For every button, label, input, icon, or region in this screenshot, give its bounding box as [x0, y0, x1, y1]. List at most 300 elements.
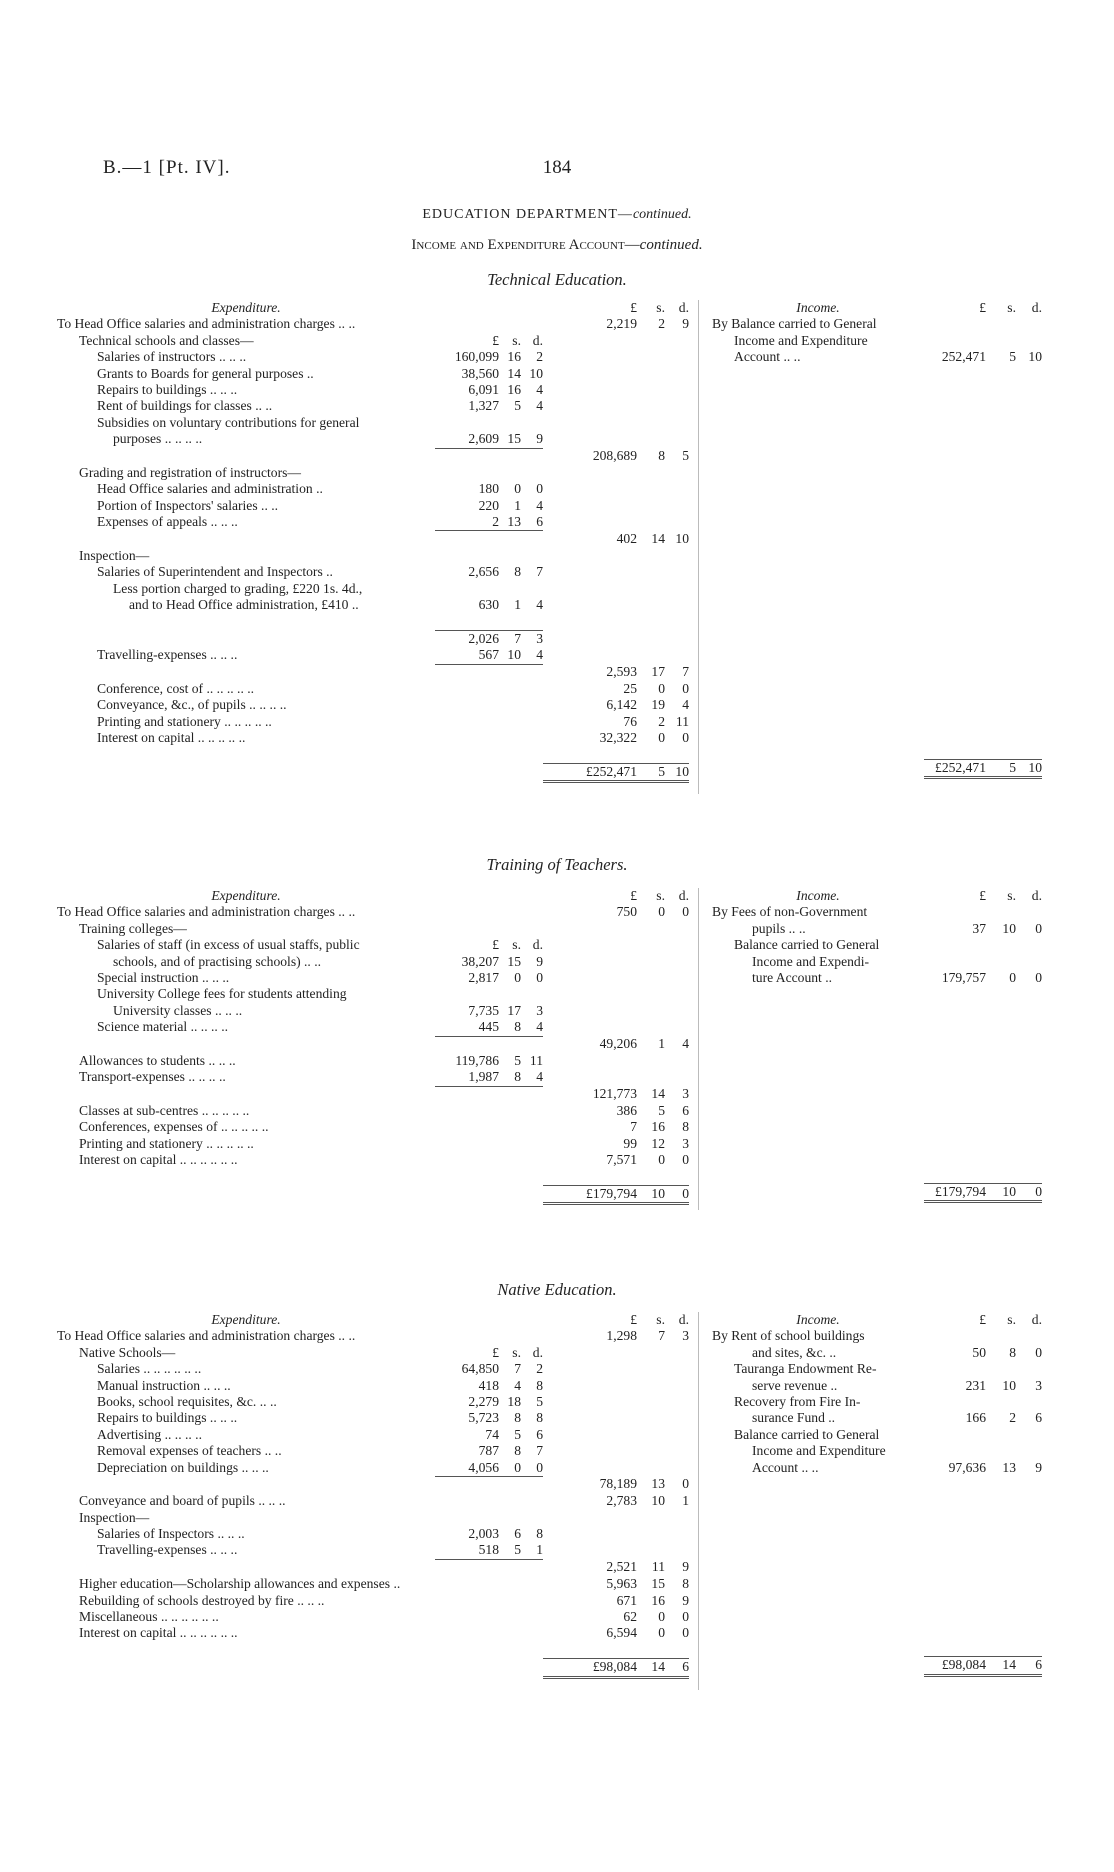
amount-pounds-cell	[543, 514, 637, 531]
amount-pounds: 402	[616, 530, 637, 546]
spacer-cell	[924, 398, 986, 414]
line-label	[57, 448, 435, 465]
spacer-cell	[1016, 398, 1042, 414]
line-item	[57, 1361, 689, 1377]
amount-shillings-cell	[637, 349, 665, 365]
subtotal-pence-cell	[521, 1086, 543, 1103]
income-amount-pounds-cell	[924, 1378, 986, 1394]
spacer-row	[712, 693, 1042, 709]
subtotal-pounds-cell	[435, 514, 499, 531]
subtotal-pounds-cell	[435, 1460, 499, 1477]
subtotal-pence: 4	[536, 381, 543, 397]
amount-shillings-cell	[637, 763, 665, 781]
amount-pounds-cell	[543, 1003, 637, 1019]
spacer-cell	[712, 529, 924, 545]
spacer-cell	[1016, 1134, 1042, 1150]
income-amount-shillings-cell	[986, 904, 1016, 920]
income-total-shillings-cell	[986, 1184, 1016, 1202]
income-amount-pounds: 97,636	[948, 1459, 986, 1475]
leader-dots: .. ..	[801, 1459, 819, 1475]
income-amount-shillings-cell	[986, 937, 1016, 953]
subtotal-pence: 3	[536, 630, 543, 646]
amount-pence-cell	[665, 1493, 689, 1509]
spacer-row	[712, 1476, 1042, 1492]
subtotal-shillings-cell	[499, 1510, 521, 1526]
line-item	[57, 431, 689, 448]
subtotal-pence: 2	[536, 1361, 543, 1377]
subtotal-pence: 6	[536, 514, 543, 530]
amount-pounds-cell	[543, 1593, 637, 1609]
amount-shillings-cell	[637, 398, 665, 414]
spacer-cell	[712, 1003, 924, 1019]
line-item	[57, 681, 689, 697]
subtotal-pence-cell	[521, 548, 543, 564]
subtotal-pounds-cell	[435, 1003, 499, 1019]
line-text: Account	[752, 1459, 799, 1475]
amount-shillings-cell	[637, 1443, 665, 1459]
subtotal-pounds-cell	[435, 763, 499, 781]
spacer-cell	[712, 398, 924, 414]
amount-pence-cell	[665, 630, 689, 647]
subtotal-shillings: 18	[507, 1393, 521, 1409]
subtotal-pence: d.	[532, 332, 543, 348]
amount-pence-cell	[665, 1593, 689, 1609]
line-item	[57, 904, 689, 920]
subtotal-pence: 7	[536, 1443, 543, 1459]
amount-shillings-cell	[637, 1576, 665, 1592]
amount-pence-cell	[665, 1019, 689, 1036]
amount-pence-cell	[665, 531, 689, 548]
amount-shillings-cell	[637, 1542, 665, 1559]
subtotal-shillings-cell	[499, 1003, 521, 1019]
pound-sign: £	[979, 888, 986, 903]
line-label	[57, 333, 435, 349]
line-label	[57, 1378, 435, 1394]
subtotal-shillings-cell	[499, 1103, 521, 1119]
subtotal-pence: 9	[536, 953, 543, 969]
spacer-cell	[986, 415, 1016, 431]
amount-pounds: 32,322	[599, 730, 637, 746]
amount-shillings: 8	[658, 448, 665, 464]
amount-shillings-cell	[637, 1019, 665, 1036]
subtotal-pence-cell	[521, 1136, 543, 1152]
spacer-cell	[712, 1640, 924, 1657]
spacer-cell	[986, 382, 1016, 398]
native-income-table	[712, 1312, 1042, 1677]
amount-pounds-cell	[543, 398, 637, 414]
spacer-row	[712, 529, 1042, 545]
spacer-cell	[1016, 382, 1042, 398]
subtotal-pounds-cell	[435, 681, 499, 697]
spacer-cell	[1016, 448, 1042, 464]
income-amount-pounds-cell	[924, 1427, 986, 1443]
line-item	[57, 1443, 689, 1459]
income-amount-pence-cell	[1016, 1460, 1042, 1476]
line-label	[57, 1493, 435, 1509]
line-label	[57, 954, 435, 970]
line-text: Repairs to buildings	[97, 381, 207, 397]
spacer-cell	[712, 464, 924, 480]
income-amount-pence-cell	[1016, 1378, 1042, 1394]
line-text: To Head Office salaries and administration charges	[57, 904, 335, 920]
income-amount-pounds-cell	[924, 970, 986, 986]
spacer-row	[712, 480, 1042, 496]
income-total-shillings: 5	[1009, 759, 1016, 775]
line-item	[57, 664, 689, 681]
line-label	[712, 1443, 924, 1459]
line-item	[57, 714, 689, 730]
subtotal-shillings: 0	[514, 1459, 521, 1475]
subtotal-pounds-cell	[435, 1136, 499, 1152]
subtotal-pounds: £	[492, 937, 499, 953]
subtotal-shillings-cell	[499, 1345, 521, 1361]
income-amount-pounds: 252,471	[941, 349, 986, 365]
amount-pence-cell	[665, 613, 689, 630]
subtotal-pence-cell	[521, 316, 543, 332]
spacer-cell	[1016, 431, 1042, 447]
subtotal-pounds-cell	[435, 597, 499, 613]
subtotal-pence-cell	[521, 681, 543, 697]
subtotal-shillings-cell	[499, 548, 521, 564]
line-label	[57, 498, 435, 514]
income-total-pounds-cell	[924, 1184, 986, 1202]
spacer-row	[712, 611, 1042, 627]
amount-shillings-cell	[637, 937, 665, 953]
line-item	[57, 1103, 689, 1119]
amount-pounds: 2,521	[606, 1559, 637, 1575]
spacer-cell	[924, 1509, 986, 1525]
amount-pounds-cell	[543, 1476, 637, 1493]
income-amount-pence: 0	[1035, 920, 1042, 936]
subtotal-pence-cell	[521, 714, 543, 730]
spacer-cell	[986, 1085, 1016, 1101]
amount-pence-cell	[665, 1510, 689, 1526]
line-item	[57, 333, 689, 349]
amount-pence-cell	[665, 465, 689, 481]
shilling-sign: s.	[1007, 1312, 1016, 1327]
line-item	[57, 1642, 689, 1659]
line-label	[57, 1642, 435, 1659]
shilling-sign: s.	[656, 1312, 665, 1327]
amount-shillings: 0	[658, 730, 665, 746]
subtotal-shillings-cell	[499, 581, 521, 597]
amount-pounds-cell	[543, 333, 637, 349]
income-total-pence: 6	[1035, 1657, 1042, 1673]
spacer-row	[712, 1003, 1042, 1019]
line-label	[712, 1410, 924, 1426]
total-row	[57, 1186, 689, 1204]
line-label	[57, 697, 435, 713]
line-text: Conveyance, &c., of pupils	[97, 697, 246, 713]
amount-shillings-cell	[637, 1625, 665, 1641]
amount-shillings-cell	[637, 498, 665, 514]
leader-dots: .. ..	[251, 1459, 269, 1475]
subtotal-shillings-cell	[499, 747, 521, 764]
leader-dots: .. .. ..	[258, 1493, 286, 1509]
amount-pounds: £252,471	[586, 763, 637, 779]
department-title	[0, 207, 1114, 223]
amount-pounds: 671	[616, 1592, 637, 1608]
line-text: Miscellaneous	[79, 1609, 158, 1625]
line-text: To Head Office salaries and administration charges	[57, 1328, 335, 1344]
amount-pence-cell	[665, 415, 689, 431]
subtotal-shillings-cell	[499, 1378, 521, 1394]
income-total-shillings-cell	[986, 759, 1016, 777]
subtotal-shillings-cell	[499, 664, 521, 681]
subtotal-shillings: 0	[514, 481, 521, 497]
subtotal-shillings-cell	[499, 1559, 521, 1576]
subtotal-pence-cell	[521, 349, 543, 365]
amount-pounds-cell	[543, 564, 637, 580]
spacer-cell	[1016, 1117, 1042, 1133]
line-text: Income and Expendi-	[752, 953, 870, 969]
line-item	[57, 630, 689, 647]
subtotal-pounds-cell	[435, 697, 499, 713]
subtotal-shillings-cell	[499, 1394, 521, 1410]
spacer-cell	[1016, 464, 1042, 480]
line-item	[57, 1345, 689, 1361]
subtotal-pounds-cell	[435, 1476, 499, 1493]
amount-pence: 0	[682, 1476, 689, 1492]
subtotal-shillings-cell	[499, 681, 521, 697]
subtotal-shillings: s.	[512, 937, 521, 953]
amount-pence: 1	[682, 1493, 689, 1509]
spacer-row	[712, 1101, 1042, 1117]
income-amount-pounds-cell	[924, 921, 986, 937]
spacer-cell	[924, 1134, 986, 1150]
amount-shillings: 1	[658, 1036, 665, 1052]
spacer-row	[712, 1623, 1042, 1639]
subtotal-pence-cell	[521, 597, 543, 613]
amount-pounds-cell	[543, 1152, 637, 1168]
income-amount-pence-cell	[1016, 970, 1042, 986]
leader-dots: ..	[393, 1576, 401, 1592]
subtotal-pence-cell	[521, 921, 543, 937]
amount-shillings-cell	[637, 647, 665, 664]
spacer-cell	[1016, 677, 1042, 693]
line-text: Income and Expenditure	[734, 332, 868, 348]
spacer-cell	[986, 677, 1016, 693]
line-text: surance Fund	[752, 1410, 825, 1426]
subtotal-pence-cell	[521, 1510, 543, 1526]
line-text: Interest on capital ..	[79, 1625, 187, 1641]
amount-pounds-cell	[543, 647, 637, 664]
leader-dots: .. ..	[338, 316, 356, 332]
line-item	[57, 564, 689, 580]
line-label	[57, 1559, 435, 1576]
subtotal-pence-cell	[521, 1476, 543, 1493]
line-label	[57, 730, 435, 746]
spacer-cell	[986, 726, 1016, 742]
subtotal-pounds-cell	[435, 613, 499, 630]
income-amount-pence-cell	[1016, 1410, 1042, 1426]
income-amount-shillings-cell	[986, 1394, 1016, 1410]
line-label	[57, 514, 435, 531]
income-item	[712, 921, 1042, 937]
line-text: Subsidies on voluntary contributions for general	[97, 414, 360, 430]
subtotal-pence-cell	[521, 1542, 543, 1559]
line-text: Depreciation on buildings ..	[97, 1459, 249, 1475]
subtotal-pounds-cell	[435, 664, 499, 681]
subtotal-shillings-cell	[499, 1526, 521, 1542]
income-item	[712, 333, 1042, 349]
amount-shillings-cell	[637, 1036, 665, 1053]
spacer-cell	[924, 382, 986, 398]
spacer-cell	[924, 579, 986, 595]
amount-pence-cell	[665, 1659, 689, 1677]
line-item	[57, 1119, 689, 1135]
amount-pence-cell	[665, 921, 689, 937]
leader-dots: .. ..	[338, 904, 356, 920]
spacer-cell	[986, 1640, 1016, 1657]
subtotal-shillings-cell	[499, 613, 521, 630]
subtotal-pence: 0	[536, 969, 543, 985]
amount-pounds-cell	[543, 613, 637, 630]
spacer-cell	[924, 529, 986, 545]
spacer-cell	[712, 497, 924, 513]
line-text: Printing and stationery	[79, 1135, 203, 1151]
subtotal-pence-cell	[521, 1642, 543, 1659]
subtotal-pence-cell	[521, 1345, 543, 1361]
amount-shillings-cell	[637, 1659, 665, 1677]
amount-pence: 0	[682, 1609, 689, 1625]
leader-dots: ..	[306, 365, 314, 381]
subtotal-shillings: 5	[514, 398, 521, 414]
subtotal-pounds-cell	[435, 937, 499, 953]
line-item	[57, 1053, 689, 1069]
line-text: serve revenue	[752, 1377, 828, 1393]
spacer-cell	[986, 743, 1016, 760]
subtotal-pounds-cell	[435, 548, 499, 564]
spacer-cell	[986, 1623, 1016, 1639]
spacer-cell	[712, 1492, 924, 1508]
spacer-row	[712, 464, 1042, 480]
spacer-cell	[986, 611, 1016, 627]
line-text: Travelling-expenses	[97, 1542, 207, 1558]
line-item	[57, 970, 689, 986]
amount-pounds-cell	[543, 1345, 637, 1361]
subtotal-pence: d.	[532, 937, 543, 953]
line-item	[57, 349, 689, 365]
amount-pence-cell	[665, 904, 689, 920]
spacer-cell	[986, 1019, 1016, 1035]
amount-pounds: 7	[630, 1119, 637, 1135]
amount-pounds: £98,084	[592, 1659, 637, 1675]
amount-pence-cell	[665, 1609, 689, 1625]
subtotal-pounds-cell	[435, 714, 499, 730]
income-amount-pence: 6	[1035, 1410, 1042, 1426]
amount-shillings-cell	[637, 1378, 665, 1394]
spacer-cell	[712, 546, 924, 562]
line-label	[57, 1542, 435, 1559]
spacer-row	[712, 1525, 1042, 1541]
subtotal-pence: 3	[536, 1002, 543, 1018]
spacer-cell	[1016, 1085, 1042, 1101]
amount-pence-cell	[665, 316, 689, 332]
amount-pence: 7	[682, 664, 689, 680]
subtotal-pounds: 2,656	[468, 564, 499, 580]
line-item	[57, 747, 689, 764]
line-text: Printing and stationery	[97, 713, 221, 729]
subtotal-pence-cell	[521, 514, 543, 531]
spacer-cell	[986, 1492, 1016, 1508]
amount-pounds-cell	[543, 1394, 637, 1410]
line-label	[57, 349, 435, 365]
income-total-shillings-cell	[986, 1657, 1016, 1675]
line-text: Manual instruction	[97, 1377, 201, 1393]
spacer-cell	[924, 1003, 986, 1019]
line-item	[57, 481, 689, 497]
line-label	[57, 1659, 435, 1677]
income-total-row	[712, 759, 1042, 777]
subtotal-pounds-cell	[435, 1510, 499, 1526]
subtotal-shillings: 5	[514, 1426, 521, 1442]
subtotal-pounds-cell	[435, 1443, 499, 1459]
income-heading: Income.	[796, 1312, 840, 1327]
line-item	[57, 1136, 689, 1152]
inner-blank	[521, 888, 543, 904]
subtotal-shillings-cell	[499, 481, 521, 497]
subtotal-pence-cell	[521, 1609, 543, 1625]
line-item	[57, 465, 689, 481]
column-header-row	[57, 888, 689, 904]
income-amount-pounds-cell	[924, 1361, 986, 1377]
amount-pounds-cell	[543, 681, 637, 697]
income-amount-shillings-cell	[986, 1361, 1016, 1377]
amount-shillings-cell	[637, 714, 665, 730]
amount-pounds-cell	[543, 921, 637, 937]
spacer-cell	[712, 562, 924, 578]
subtotal-pence: 4	[536, 597, 543, 613]
spacer-cell	[1016, 546, 1042, 562]
amount-shillings-cell	[637, 664, 665, 681]
line-label	[712, 1427, 924, 1443]
amount-shillings: 17	[651, 664, 665, 680]
amount-shillings-cell	[637, 697, 665, 713]
line-label	[57, 647, 435, 664]
amount-pence: 6	[682, 1659, 689, 1675]
subtotal-pence-cell	[521, 1576, 543, 1592]
line-text: purposes	[113, 431, 162, 447]
spacer-cell	[986, 562, 1016, 578]
pound-sign: £	[630, 888, 637, 903]
spacer-row	[712, 743, 1042, 760]
amount-pounds-cell	[543, 316, 637, 332]
subtotal-pence-cell	[521, 763, 543, 781]
amount-pence-cell	[665, 697, 689, 713]
line-item	[57, 498, 689, 514]
account-name: Income and Expenditure Account—	[411, 237, 640, 253]
subtotal-shillings-cell	[499, 448, 521, 465]
amount-pounds-cell	[543, 1019, 637, 1036]
amount-pounds: 2,219	[606, 316, 637, 332]
line-item	[57, 647, 689, 664]
subtotal-shillings-cell	[499, 714, 521, 730]
leader-dots: .. .. .. .. ..	[189, 1152, 238, 1168]
amount-shillings-cell	[637, 954, 665, 970]
income-amount-shillings: 10	[1002, 1377, 1016, 1393]
income-total-pounds: £252,471	[935, 759, 986, 775]
spacer-cell	[1016, 726, 1042, 742]
subtotal-shillings: s.	[512, 332, 521, 348]
subtotal-pence-cell	[521, 1443, 543, 1459]
income-amount-shillings-cell	[986, 333, 1016, 349]
subtotal-pence: 4	[536, 647, 543, 663]
line-item	[57, 1328, 689, 1344]
spacer-cell	[986, 710, 1016, 726]
subtotal-pounds-cell	[435, 970, 499, 986]
subtotal-shillings-cell	[499, 1493, 521, 1509]
